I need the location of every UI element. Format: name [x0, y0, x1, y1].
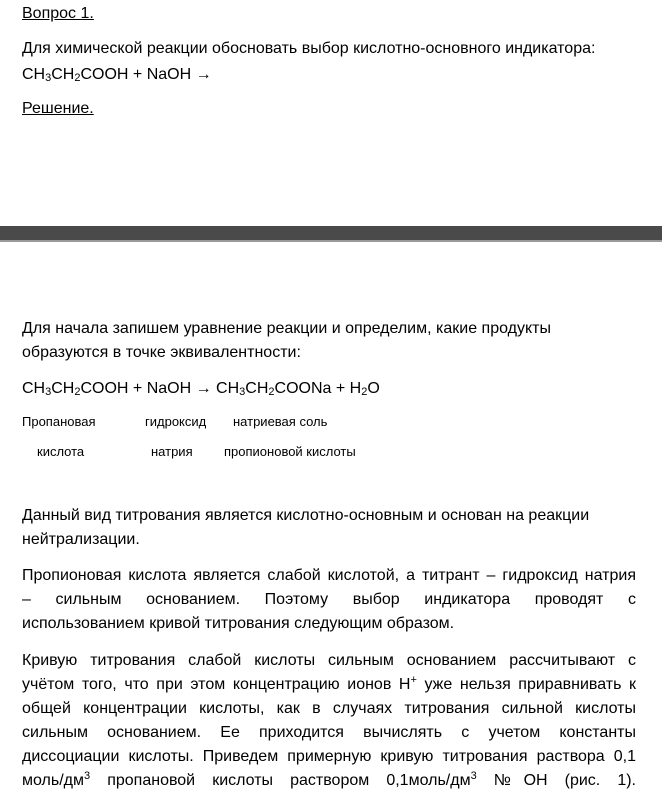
para2-line-1: Пропионовая кислота является слабой кислотой, а титрант – гидроксид натрия — [22, 567, 636, 584]
para3-line-6c: №ОН (рис. 1). — [476, 772, 636, 789]
para3-line-2 — [22, 673, 636, 697]
unit-exponent: 3 — [470, 770, 477, 782]
reaction-left-side — [22, 65, 212, 85]
para3-line-6a: моль/дм — [22, 772, 84, 789]
para1-line-1: Данный вид титрования является кислотно-основным и основан на реакции — [22, 507, 590, 524]
formula-part: COOH + NaOH → — [80, 66, 212, 83]
paragraph-3 — [22, 649, 636, 793]
reaction-equation — [22, 379, 380, 399]
label-sodium: натрия — [151, 444, 193, 459]
formula-part: CH — [22, 66, 46, 83]
eq-sub: 2 — [361, 386, 368, 398]
hydrogen-ion-charge: + — [410, 674, 417, 686]
paragraph-2 — [22, 564, 636, 636]
eq-sub: 2 — [268, 386, 275, 398]
para1-line-2: нейтрализации. — [22, 531, 140, 548]
label-propanoic: Пропановая — [22, 414, 96, 429]
eq-part: COONa + H — [274, 380, 362, 397]
formula-subscript: 2 — [74, 72, 81, 84]
para3-line-1: Кривую титрования слабой кислоты сильным основанием рассчитывают с — [22, 652, 636, 669]
eq-part: CH — [51, 380, 75, 397]
eq-part: CH — [22, 380, 46, 397]
eq-part: COOH + NaOH → CH — [80, 380, 240, 397]
para3-line-3: общей концентрации кислоты, как в случаях титрования сильной кислоты — [22, 700, 636, 717]
page-divider-shadow — [0, 240, 662, 242]
formula-part: CH — [51, 66, 75, 83]
label-acid: кислота — [37, 444, 85, 459]
eq-sub: 3 — [45, 386, 52, 398]
eq-sub: 3 — [239, 386, 246, 398]
eq-sub: 2 — [74, 386, 81, 398]
para3-line-5: диссоциации кислоты. Приведем примерную кривую титрования раствора 0,1 — [22, 748, 636, 765]
eq-part: O — [367, 380, 380, 397]
page-divider — [0, 226, 662, 240]
intro-line-2: образуются в точке эквивалентности: — [22, 344, 301, 361]
para2-line-3: использованием кривой титрования следующим образом. — [22, 615, 455, 632]
unit-exponent: 3 — [84, 770, 91, 782]
para3-line-4: сильным основанием. Ее приходится вычислять с учетом константы — [22, 724, 636, 741]
label-propionic-acid: пропионовой кислоты — [224, 444, 356, 459]
para3-line-6 — [22, 769, 636, 793]
para3-line-2a: учётом того, что при этом концентрацию ионов H — [22, 676, 411, 693]
label-hydroxide: гидроксид — [145, 414, 207, 429]
intro-line-1: Для начала запишем уравнение реакции и определим, какие продукты — [22, 320, 551, 337]
eq-part: CH — [245, 380, 269, 397]
question-title: Вопрос 1. — [22, 5, 94, 22]
solution-label: Решение. — [22, 100, 94, 117]
para3-line-6b: пропановой кислоты раствором 0,1моль/дм — [90, 772, 471, 789]
task-text: Для химической реакции обосновать выбор кислотно-основного индикатора: — [22, 40, 596, 57]
formula-subscript: 3 — [45, 72, 52, 84]
label-sodium-salt: натриевая соль — [233, 414, 328, 429]
para2-line-2: – сильным основанием. Поэтому выбор индикатора проводят с — [22, 591, 636, 608]
para3-line-2b: уже нельзя приравнивать к — [416, 676, 636, 693]
